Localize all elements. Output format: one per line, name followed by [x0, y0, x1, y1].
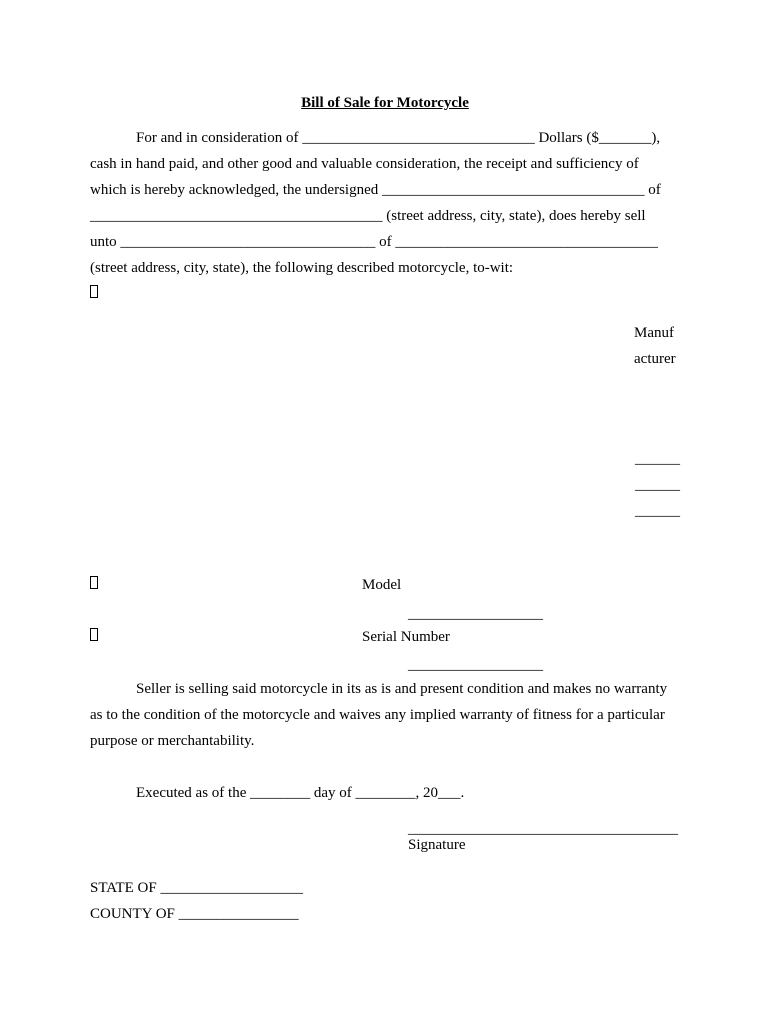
checkbox-box-icon — [90, 285, 98, 298]
body-line-3: which is hereby acknowledged, the undersigned ___________________________________ of — [90, 182, 661, 198]
model-label: Model — [362, 577, 402, 593]
manufacturer-label-part-1: Manuf — [634, 325, 674, 341]
serial-number-label: Serial Number — [362, 629, 450, 645]
body-line-1: For and in consideration of _______________________________ Dollars ($_______), — [136, 130, 661, 146]
checkbox-manufacturer[interactable] — [90, 285, 98, 303]
warranty-line-2: as to the condition of the motorcycle and waives any implied warranty of fitness for a particular — [90, 707, 665, 723]
manufacturer-blank-2: ______ — [635, 477, 680, 493]
county-of-line: COUNTY OF ________________ — [90, 906, 299, 922]
body-line-4: _______________________________________ (street address, city, state), does hereby sell — [90, 208, 646, 224]
document-title: Bill of Sale for Motorcycle — [301, 95, 469, 111]
checkbox-serial[interactable] — [90, 628, 98, 646]
body-line-6: (street address, city, state), the following described motorcycle, to-wit: — [90, 260, 514, 276]
model-blank: __________________ — [408, 606, 543, 622]
checkbox-model[interactable] — [90, 576, 98, 594]
checkbox-box-icon — [90, 576, 98, 589]
executed-line: Executed as of the ________ day of ________, 20___. — [136, 785, 465, 801]
warranty-line-1: Seller is selling said motorcycle in its as is and present condition and makes no warranty — [136, 681, 668, 697]
manufacturer-blank-3: ______ — [635, 503, 680, 519]
warranty-line-3: purpose or merchantability. — [90, 733, 255, 749]
serial-number-blank: __________________ — [408, 657, 543, 673]
state-of-line: STATE OF ___________________ — [90, 880, 303, 896]
checkbox-box-icon — [90, 628, 98, 641]
manufacturer-label-part-2: acturer — [634, 351, 676, 367]
signature-line: ____________________________________ — [408, 821, 678, 837]
body-line-2: cash in hand paid, and other good and valuable consideration, the receipt and sufficiency of — [90, 156, 639, 172]
signature-label: Signature — [408, 837, 466, 853]
body-line-5: unto __________________________________ of ___________________________________ — [90, 234, 658, 250]
manufacturer-blank-1: ______ — [635, 451, 680, 467]
